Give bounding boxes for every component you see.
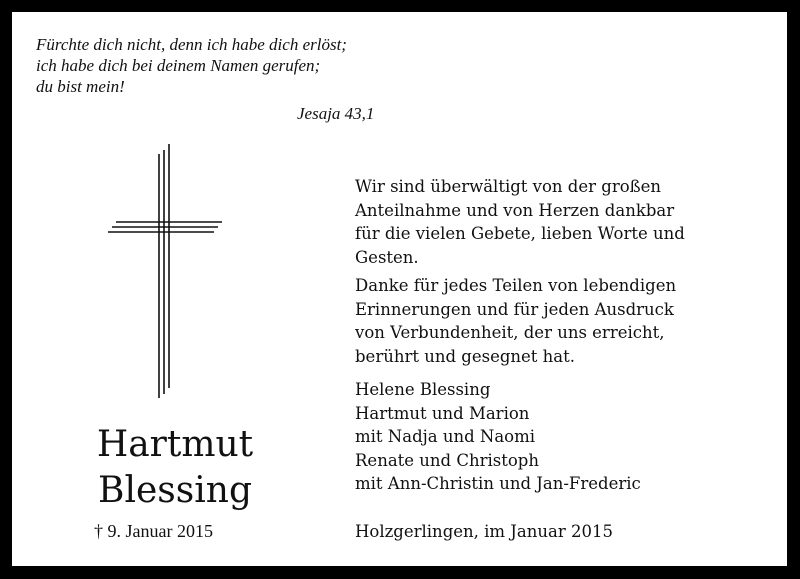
family-line: Renate und Christoph xyxy=(355,450,539,470)
bible-verse xyxy=(36,34,347,97)
text-line: von Verbundenheit, der uns erreicht, xyxy=(355,323,665,342)
family-line: Helene Blessing xyxy=(355,380,491,399)
text-line: Anteilnahme und von Herzen dankbar xyxy=(355,200,675,220)
text-line: Gesten. xyxy=(355,247,419,267)
death-date: † 9. Januar 2015 xyxy=(94,521,213,541)
family-signatures xyxy=(355,378,641,496)
place-date: Holzgerlingen, im Januar 2015 xyxy=(355,522,613,541)
family-line: mit Nadja und Naomi xyxy=(355,427,536,446)
text-line: für die vielen Gebete, lieben Worte und xyxy=(355,224,685,243)
verse-line: du bist mein! xyxy=(36,77,125,96)
text-line: Erinnerungen und für jeden Ausdruck xyxy=(355,299,674,319)
verse-reference: Jesaja 43,1 xyxy=(297,104,375,123)
family-line: Hartmut und Marion xyxy=(355,403,530,423)
thanks-paragraph-2 xyxy=(355,274,676,368)
verse-line: Fürchte dich nicht, denn ich habe dich erlöst; xyxy=(36,35,347,54)
text-line: Danke für jedes Teilen von lebendigen xyxy=(355,276,677,295)
cross-icon xyxy=(108,144,224,400)
text-line: Wir sind überwältigt von der großen xyxy=(355,177,662,196)
thanks-paragraph-1 xyxy=(355,175,685,269)
deceased-last-name: Blessing xyxy=(98,470,252,511)
family-line: mit Ann-Christin und Jan-Frederic xyxy=(355,474,641,493)
verse-line: ich habe dich bei deinem Namen gerufen; xyxy=(36,56,321,75)
text-line: berührt und gesegnet hat. xyxy=(355,346,576,366)
deceased-first-name: Hartmut xyxy=(96,424,254,465)
